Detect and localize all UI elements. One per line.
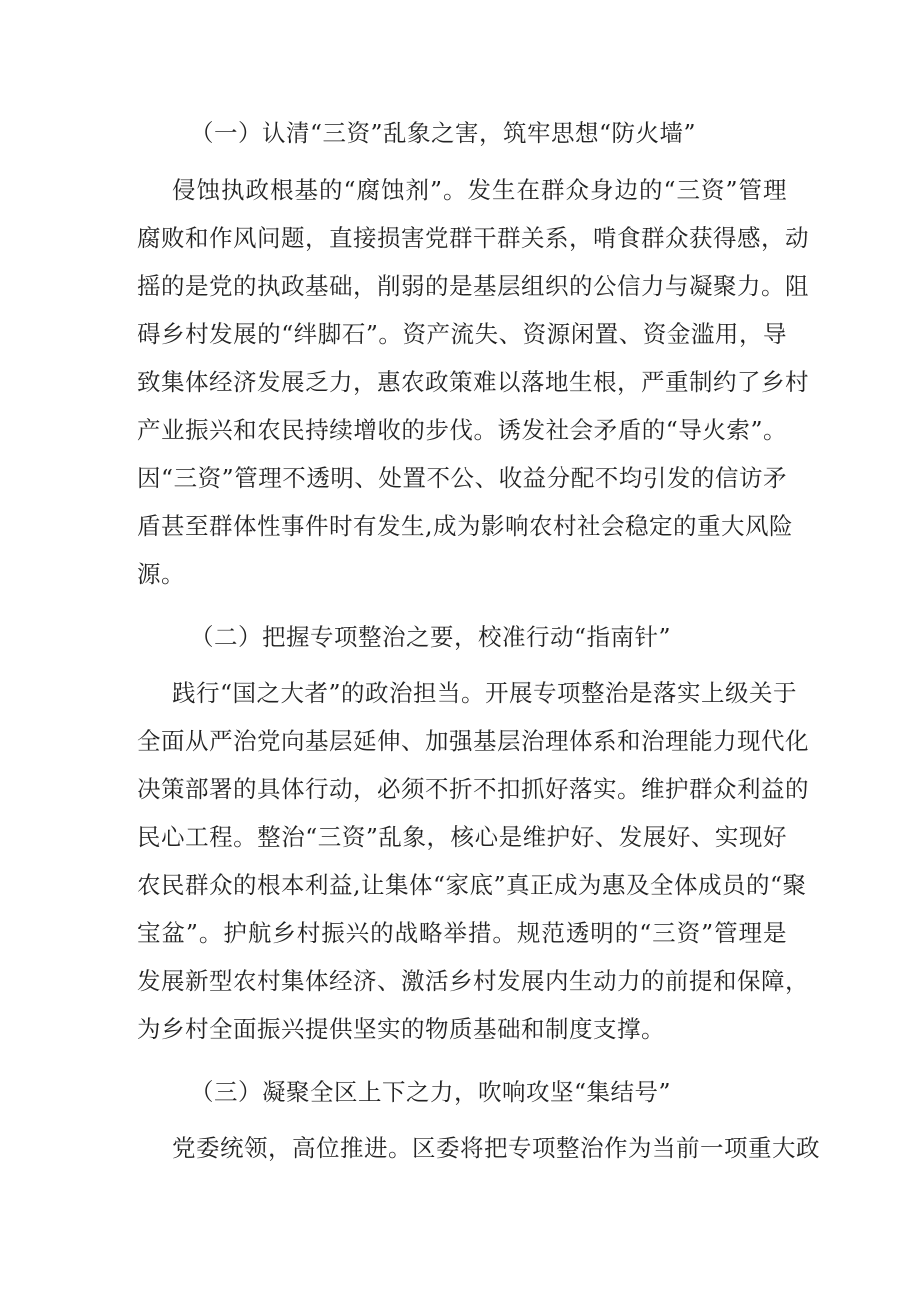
section-heading-2: （二）把握专项整治之要，校准行动“指南针” (190, 623, 672, 651)
paragraph-line: 盾甚至群体性事件时有发生,成为影响农村社会稳定的重大风险 (137, 512, 793, 540)
paragraph-line: 践行“国之大者”的政治担当。开展专项整治是落实上级关于 (172, 679, 798, 707)
paragraph-line: 农民群众的根本利益,让集体“家底”真正成为惠及全体成员的“聚 (137, 871, 807, 899)
paragraph-line: 源。 (137, 560, 185, 588)
paragraph-line: 决策部署的具体行动，必须不折不扣抓好落实。维护群众利益的 (137, 775, 809, 803)
paragraph-line: 民心工程。整治“三资”乱象，核心是维护好、发展好、实现好 (137, 823, 787, 851)
paragraph-line: 致集体经济发展乏力，惠农政策难以落地生根，严重制约了乡村 (137, 368, 809, 396)
paragraph-line: 发展新型农村集体经济、激活乡村发展内生动力的前提和保障， (137, 967, 809, 995)
paragraph-line: 产业振兴和农民持续增收的步伐。诱发社会矛盾的“导火索”。 (137, 416, 787, 444)
paragraph-line: 宝盆”。护航乡村振兴的战略举措。规范透明的“三资”管理是 (137, 919, 787, 947)
paragraph-line: 侵蚀执政根基的“腐蚀剂”。发生在群众身边的“三资”管理 (172, 176, 787, 204)
section-heading-3: （三）凝聚全区上下之力，吹响攻坚“集结号” (190, 1078, 672, 1106)
paragraph-line: 摇的是党的执政基础，削弱的是基层组织的公信力与凝聚力。阻 (137, 272, 809, 300)
paragraph-line: 为乡村全面振兴提供坚实的物质基础和制度支撑。 (137, 1015, 665, 1043)
paragraph-line: 全面从严治党向基层延伸、加强基层治理体系和治理能力现代化 (137, 727, 809, 755)
paragraph-line: 碍乡村发展的“绊脚石”。资产流失、资源闲置、资金滥用，导 (137, 320, 787, 348)
paragraph-line: 党委统领，高位推进。区委将把专项整治作为当前一项重大政 (172, 1134, 820, 1162)
section-heading-1: （一）认清“三资”乱象之害，筑牢思想“防火墙” (190, 119, 697, 147)
paragraph-line: 腐败和作风问题，直接损害党群干群关系，啃食群众获得感，动 (137, 224, 809, 252)
paragraph-line: 因“三资”管理不透明、处置不公、收益分配不均引发的信访矛 (137, 464, 787, 492)
